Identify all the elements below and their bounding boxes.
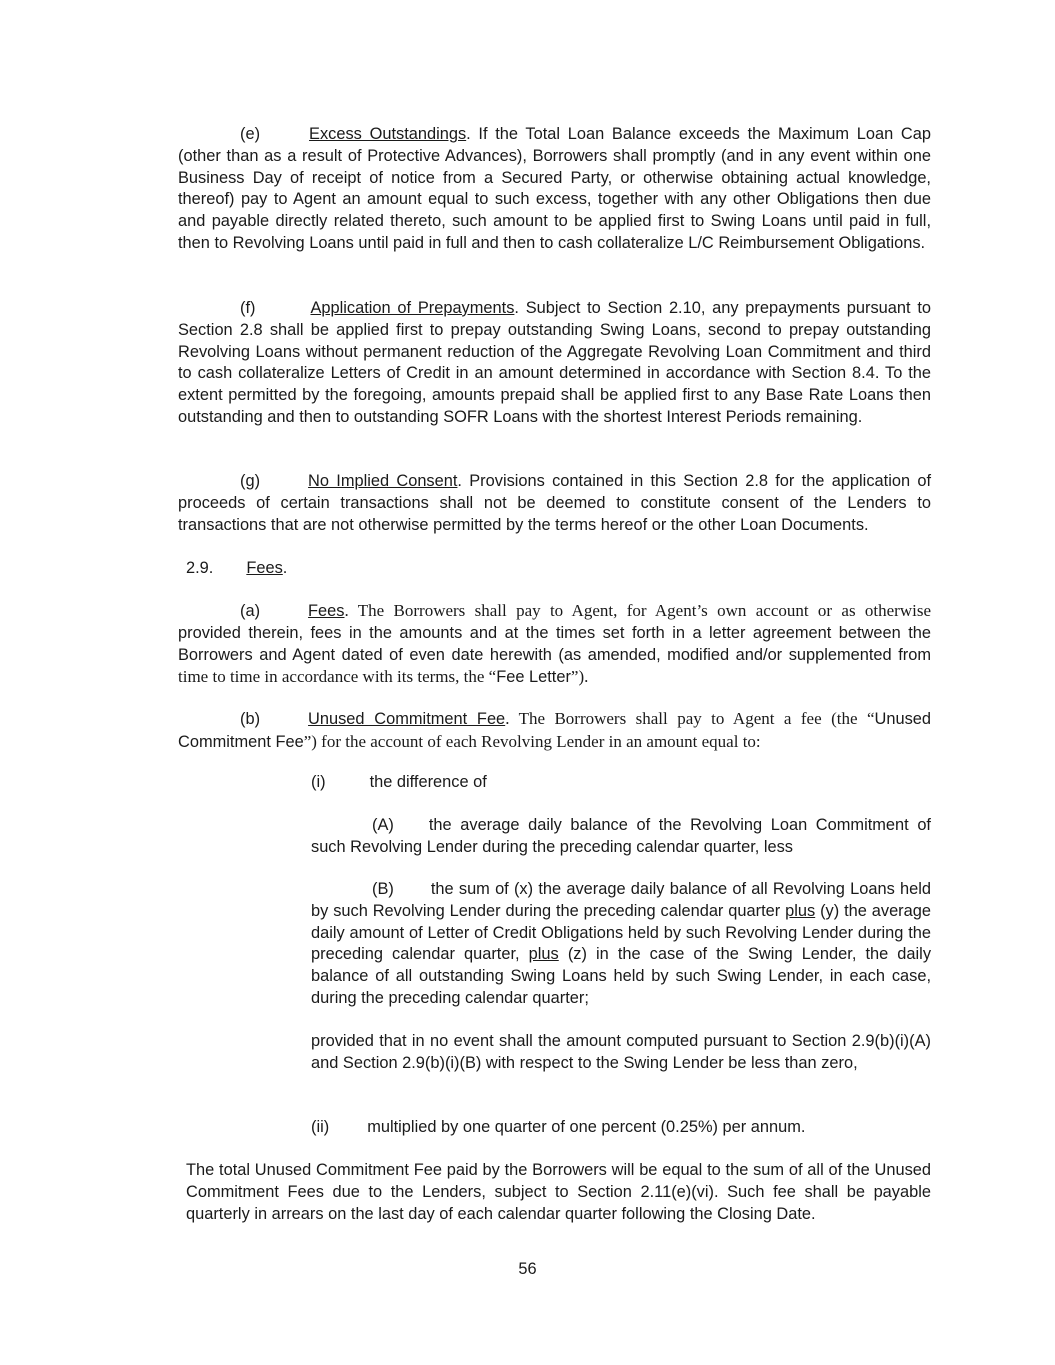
paragraph-label: (f) (240, 299, 256, 317)
item-B: (B) the sum of (x) the average daily balance of all Revolving Loans held by such Revolving Lender during the preceding calendar quarter plus (y) the average daily amount of Letter of Credit Obligations held by such Revolving Lender during the preceding calendar quarter, plus (z) in the case of the Swing Lender, the daily balance of all outstanding Swing Loans held by such Swing Lender, in each case, during the preceding calendar quarter; (311, 880, 932, 1007)
section-title: Fees (246, 559, 283, 577)
item-text: multiplied by one quarter of one percent (0.25%) per annum. (367, 1118, 806, 1136)
defined-term: Unused Commitment Fee (178, 710, 932, 751)
paragraph-text: ”) for the account of each Revolving Lender in an amount equal to: (303, 731, 761, 751)
paragraph-f (178, 298, 931, 429)
item-label: (ii) (311, 1118, 330, 1136)
paragraph-g (178, 471, 931, 536)
item-A (311, 815, 931, 859)
paragraph-text: . Provisions contained in this Section 2.8 for the application of proceeds of certain transactions shall not be deemed to constitute consent of the Lenders to transactions that are not otherwise permitted by the terms hereof or the other Loan Documents. (178, 472, 931, 534)
closing-text: The total Unused Commitment Fee paid by the Borrowers will be equal to the sum of all of the Unused Commitment Fees due to the Lenders, subject to Section 2.11(e)(vi). Such fee shall be payable quarterly in arrears on the last day of each calendar quarter following the Closing Date. (186, 1161, 931, 1223)
paragraph-label: (a) (240, 602, 261, 620)
page-number: 56 (518, 1260, 537, 1278)
closing-paragraph (186, 1160, 931, 1225)
paragraph-e (178, 124, 931, 255)
paragraph-heading: Fees (308, 602, 345, 620)
paragraph-b (178, 708, 931, 754)
paragraph-text: provided therein, fees in the amounts and at the times set forth in a letter agreement between the Borrowers and Agent dated of even date herewith (as amended, modified and/or supplemented from (178, 623, 931, 664)
item-i (311, 772, 487, 794)
paragraph-text: . If the Total Loan Balance exceeds the Maximum Loan Cap (other than as a result of Protective Advances), Borrowers shall promptly (and in any event within one Business Day of receipt of notice from a Secured Party, or otherwise obtaining actual knowledge, thereof) pay to Agent an amount equal to such excess, together with any other Obligations then due and payable directly related thereto, such amount to be applied first to Swing Loans until paid in full, then to Revolving Loans until paid in full and then to cash collateralize L/C Reimbursement Obligations. (178, 125, 932, 252)
section-number: 2.9. (186, 559, 214, 577)
paragraph-label: (g) (240, 472, 261, 490)
paragraph-heading: Application of Prepayments (310, 299, 515, 317)
paragraph-heading: Excess Outstandings (309, 125, 467, 143)
paragraph-text: . Subject to Section 2.10, any prepayments pursuant to Section 2.8 shall be applied first to prepay outstanding Swing Loans, second to prepay outstanding Revolving Loans without permanent reduction of the Aggregate Revolving Loan Commitment and third to cash collateralize Letters of Credit in an amount determined in accordance with Section 8.4. To the extent permitted by the foregoing, amounts prepaid shall be applied first to any Base Rate Loans then outstanding and then to outstanding SOFR Loans with the shortest Interest Periods remaining. (178, 299, 932, 426)
item-text: the average daily balance of the Revolving Loan Commitment of such Revolving Lender during the preceding calendar quarter, less (311, 816, 931, 856)
item-text: the sum of (x) the average daily balance of all Revolving Loans held by such Revolving Lender during the preceding calendar quarter (311, 880, 931, 920)
paragraph-label: (b) (240, 710, 261, 728)
proviso-text: provided that in no event shall the amount computed pursuant to Section 2.9(b)(i)(A) and Section 2.9(b)(i)(B) with respect to the Swing Lender be less than zero, (311, 1032, 931, 1072)
paragraph-text: . The Borrowers shall pay to Agent, for Agent’s own account or as otherwise (344, 601, 931, 620)
paragraph-text: time to time in accordance with its terms, the “ (178, 667, 497, 687)
paragraph-text: . The Borrowers shall pay to Agent a fee (the “ (505, 709, 875, 728)
item-label: (i) (311, 773, 326, 791)
proviso-paragraph (311, 1031, 931, 1075)
defined-term: Fee Letter (496, 668, 571, 687)
paragraph-a: (a) Fees. The Borrowers shall pay to Agent, for Agent’s own account or as otherwise provided therein, fees in the amounts and at the times set forth in a letter agreement between the Borrowers and Agent dated of even date herewith (as amended, modified and/or supplemented from time to time in accordance with its terms, the “Fee Letter”). (178, 601, 931, 687)
paragraph-label: (e) (240, 125, 261, 143)
item-label: (A) (372, 816, 394, 834)
paragraph-heading: Unused Commitment Fee (308, 710, 506, 728)
item-text: the difference of (369, 773, 487, 791)
section-heading: 2.9. Fees. (186, 559, 288, 577)
paragraph-heading: No Implied Consent (308, 472, 458, 490)
item-label: (B) (372, 880, 394, 898)
item-ii (311, 1117, 805, 1139)
